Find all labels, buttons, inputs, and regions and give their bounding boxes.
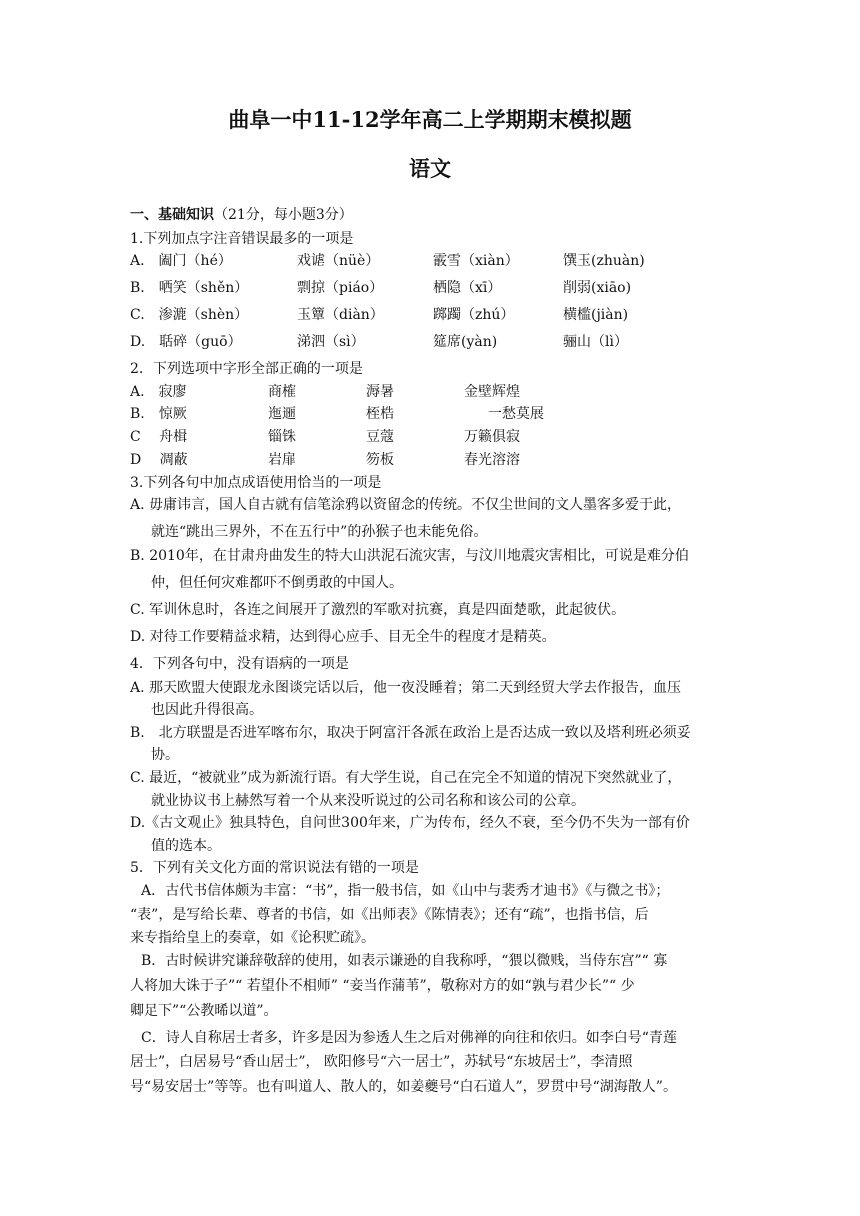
q2-option-a1: A. 寂廖: [130, 384, 187, 400]
q1-option-c4: 横槛(jiàn): [563, 307, 629, 323]
q2-option-d2: 岩扉: [268, 452, 296, 468]
question-4-stem: 4．下列各句中，没有语病的一项是: [130, 656, 349, 672]
question-1-stem: 1.下列加点字注音错误最多的一项是: [130, 231, 354, 247]
q5-line: B．古时候讲究谦辞敬辞的使用，如表示谦逊的自我称呼，“猥以微贱，当侍东宫”“ 寡: [141, 953, 668, 969]
q4-line: D.《古文观止》独具特色，自问世300年来，广为传布，经久不衰，至今仍不失为一部有价: [130, 815, 690, 831]
question-3-stem: 3.下列各句中加点成语使用恰当的一项是: [130, 475, 382, 491]
q2-option-c4: 万籁俱寂: [464, 429, 520, 445]
q2-option-c1: C 舟楫: [130, 429, 188, 445]
q2-option-a3: 溽暑: [366, 384, 394, 400]
q2-option-d3: 笏板: [366, 452, 394, 468]
q4-line: B. 北方联盟是否进军喀布尔，取决于阿富汗各派在政治上是否达成一致以及塔利班必须妥: [130, 725, 691, 741]
q5-line: 卿足下”“公教晞以道”。: [130, 1003, 278, 1019]
q4-line: 也因此升得很高。: [151, 702, 263, 718]
q2-option-a2: 商榷: [268, 384, 296, 400]
q2-option-b1: B. 惊厥: [130, 406, 187, 422]
q5-line: “表”，是写给长辈、尊者的书信，如《出师表》《陈情表》；还有“疏”，也指书信，后: [130, 907, 649, 923]
q1-option-d4: 骊山（lì）: [563, 334, 628, 350]
q3-line: B. 2010年，在甘肃舟曲发生的特大山洪泥石流灾害，与汶川地震灾害相比，可说是难分伯: [130, 548, 689, 564]
q1-option-c2: 玉簟（diàn）: [297, 307, 384, 323]
q3-line: 就连“跳出三界外，不在五行中”的孙猴子也未能免俗。: [151, 524, 488, 540]
q1-option-b1: B. 哂笑（shěn）: [130, 280, 249, 296]
q5-line: 人将加大诛于子”“ 若望仆不相师” “妾当作蒲苇”，敬称对方的如“孰与君少长”“ 少: [130, 978, 635, 994]
q5-line: A．古代书信体颇为丰富：“书”，指一般书信，如《山中与裴秀才迪书》《与微之书》；: [141, 883, 670, 899]
q1-option-a3: 霰雪（xiàn）: [433, 253, 519, 269]
q4-line: A. 那天欧盟大使跟龙永图谈完话以后，他一夜没睡着；第二天到经贸大学去作报告，血压: [130, 680, 682, 696]
q1-option-c3: 踯躅（zhú）: [433, 307, 515, 323]
q4-line: 值的选本。: [151, 838, 221, 854]
q5-line: 来专指给皇上的奏章，如《论积贮疏》。: [130, 930, 375, 946]
q3-line: C. 军训休息时，各连之间展开了激烈的军歌对抗赛，真是四面楚歌，此起彼伏。: [130, 602, 626, 618]
q2-option-b2: 迤逦: [268, 406, 296, 422]
q4-line: C. 最近，“被就业”成为新流行语。有大学生说，自己在完全不知道的情况下突然就业了，: [130, 770, 682, 786]
q1-option-b4: 削弱(xiāo): [563, 280, 632, 296]
q1-option-a4: 馔玉(zhuàn): [563, 253, 645, 269]
document-title: 曲阜一中11-12学年高二上学期期末模拟题: [228, 107, 632, 132]
q1-option-d1: D. 聒碎（guō）: [130, 334, 242, 350]
q5-line: C．诗人自称居士者多，许多是因为参透人生之后对佛禅的向往和依归。如李白号“青莲: [141, 1030, 677, 1046]
q5-line: 号“易安居士”等等。也有叫道人、散人的，如姜夔号“白石道人”，罗贯中号“湖海散人”。: [130, 1079, 677, 1095]
q2-option-d1: D 凋蔽: [130, 452, 188, 468]
q1-option-b2: 剽掠（piáo）: [297, 280, 384, 296]
q1-option-a1: A. 阖门（hé）: [130, 253, 232, 269]
q2-option-a4: 金壁辉煌: [464, 384, 520, 400]
section-heading: [130, 206, 353, 224]
question-5-stem: 5．下列有关文化方面的常识说法有错的一项是: [130, 860, 419, 876]
q3-line: D. 对待工作要精益求精，达到得心应手、目无全牛的程度才是精英。: [130, 629, 556, 645]
question-2-stem: 2．下列选项中字形全部正确的一项是: [130, 361, 363, 377]
q4-line: 就业协议书上赫然写着一个从来没听说过的公司名称和该公司的公章。: [151, 793, 585, 809]
q2-option-b3: 桎梏: [366, 406, 394, 422]
q1-option-d2: 涕泗（sì）: [297, 334, 365, 350]
q2-option-c3: 豆蔻: [366, 429, 394, 445]
section-score: （21分，每小题3分）: [214, 207, 353, 223]
q1-option-b3: 栖隐（xī）: [433, 280, 502, 296]
section-heading-label: 一、基础知识: [130, 207, 214, 223]
q3-line: 仲，但任何灾难都吓不倒勇敢的中国人。: [151, 575, 403, 591]
q1-option-c1: C. 渗漉（shèn）: [130, 307, 249, 323]
q2-option-c2: 锱铢: [268, 429, 296, 445]
subject-title: 语文: [409, 156, 451, 181]
q3-line: A. 毋庸讳言，国人自古就有信笔涂鸦以资留念的传统。不仅尘世间的文人墨客多爱于此，: [130, 497, 682, 513]
q2-option-d4: 春光溶溶: [464, 452, 520, 468]
q2-option-b4: 一愁莫展: [488, 406, 544, 422]
q1-option-a2: 戏谑（nüè）: [297, 253, 380, 269]
q1-option-d3: 筵席(yàn): [433, 334, 498, 350]
q4-line: 协。: [151, 747, 179, 763]
q5-line: 居士”，白居易号“香山居士”， 欧阳修号“六一居士”，苏轼号“东坡居士”，李清照: [130, 1054, 633, 1070]
